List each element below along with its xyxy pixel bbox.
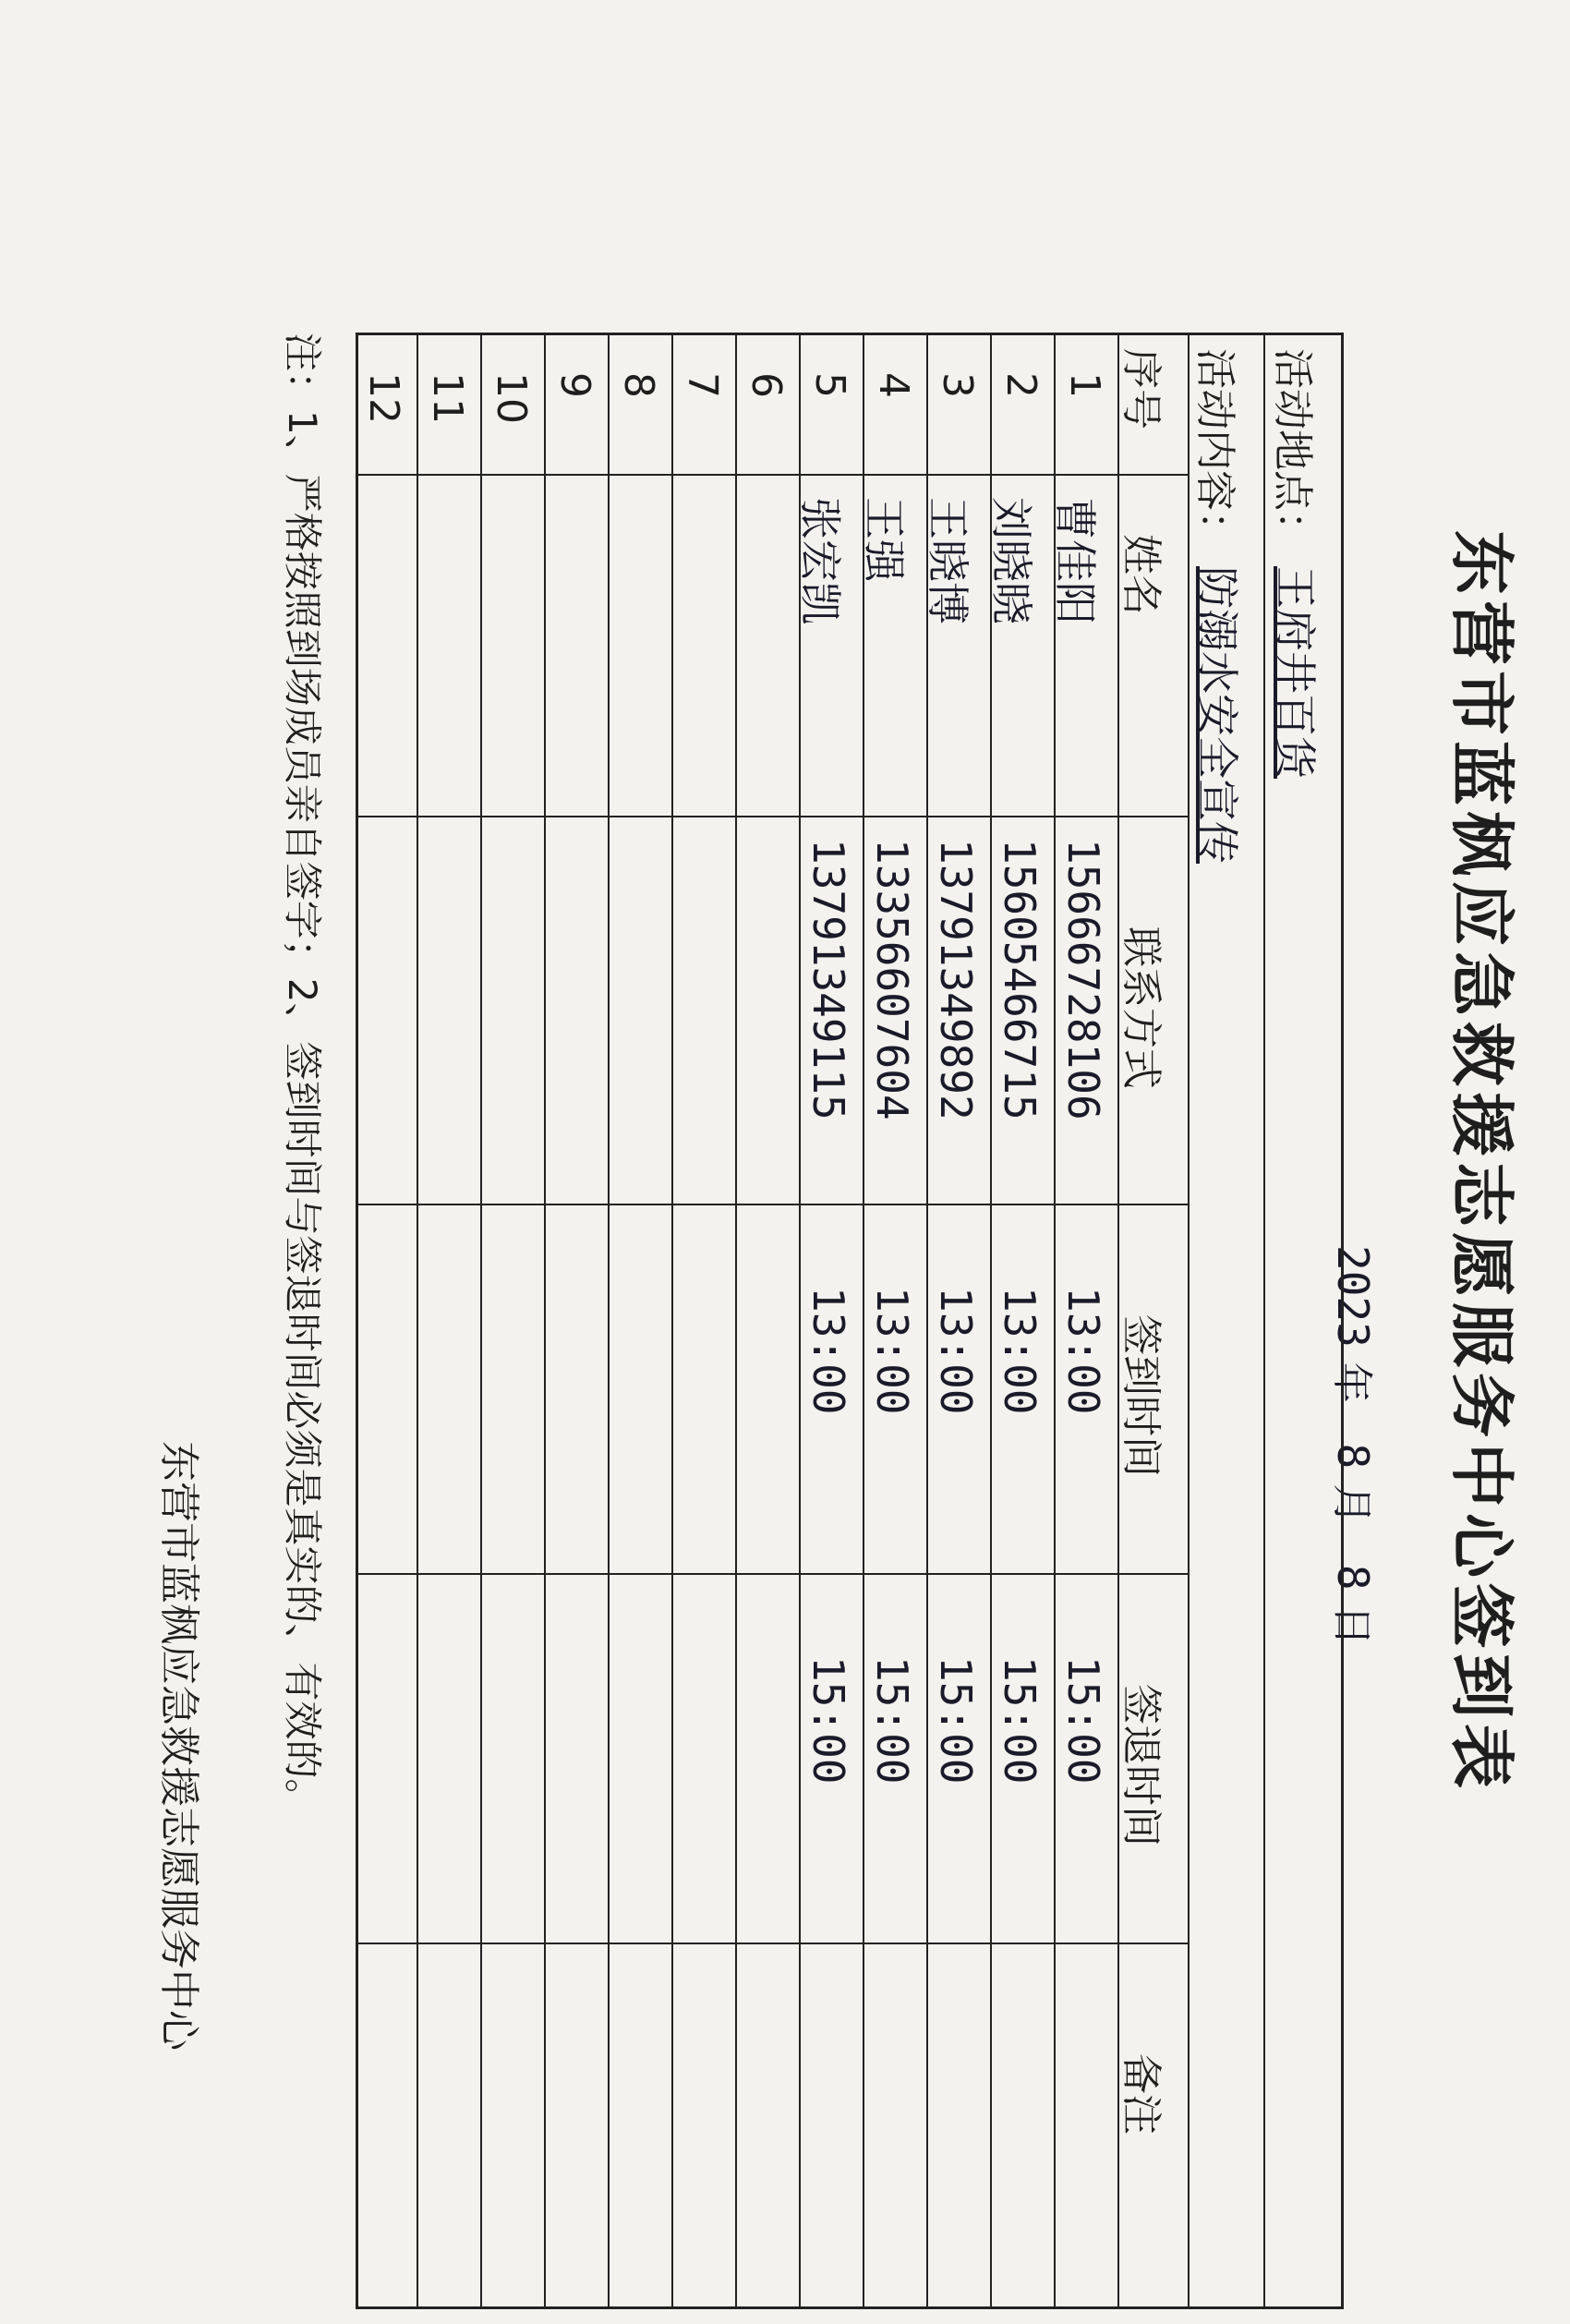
sign-in-table <box>356 333 1344 2309</box>
cell-signin: 13:00 <box>1058 1287 1108 1415</box>
table-row <box>610 335 673 2306</box>
table-row <box>355 335 418 2306</box>
date-day-label: 日 <box>1328 1604 1375 1646</box>
table-row <box>986 335 1056 2306</box>
content-label: 活动内容： <box>1191 348 1238 551</box>
col-header-phone: 联系方式 <box>1117 926 1165 1089</box>
cell-no: 8 <box>615 372 662 398</box>
table-row <box>418 335 482 2306</box>
cell-phone: 13356607604 <box>867 839 917 1120</box>
cell-phone: 15666728106 <box>1058 839 1108 1120</box>
col-header-name: 姓名 <box>1117 534 1165 615</box>
column-divider <box>358 816 1190 817</box>
cell-name: 王强 <box>859 497 909 582</box>
location-value: 王府井百货 <box>1270 566 1320 779</box>
date-year: 2023 <box>1328 1245 1378 1348</box>
date-day: 8 <box>1328 1564 1378 1591</box>
cell-phone: 13791349892 <box>931 839 981 1120</box>
table-row <box>546 335 610 2306</box>
location-label: 活动地点： <box>1269 348 1316 551</box>
cell-signin: 13:00 <box>867 1287 917 1415</box>
footer-org: 东营市蓝枫应急救援志愿服务中心 <box>155 1441 202 2051</box>
cell-signout: 15:00 <box>1058 1656 1108 1785</box>
column-divider <box>358 1573 1190 1575</box>
cell-phone: 15605466715 <box>995 839 1045 1120</box>
page-title: 东营市蓝枫应急救援志愿服务中心签到表 <box>1443 530 1519 1794</box>
col-header-signout: 签退时间 <box>1117 1684 1165 1846</box>
table-row <box>482 335 546 2306</box>
cell-no: 11 <box>424 372 471 424</box>
location-row <box>1265 335 1341 2306</box>
content-value: 防溺水安全宣传 <box>1192 566 1242 864</box>
cell-name: 曹佳阳 <box>1050 497 1100 624</box>
cell-no: 6 <box>743 372 790 398</box>
table-row <box>673 335 737 2306</box>
cell-no: 2 <box>997 372 1045 398</box>
cell-signout: 15:00 <box>931 1656 981 1785</box>
cell-name: 刘晓晓 <box>986 497 1036 624</box>
header-row <box>1119 335 1190 2306</box>
cell-no: 7 <box>679 372 726 398</box>
cell-no: 1 <box>1061 372 1108 398</box>
cell-signout: 15:00 <box>995 1656 1045 1785</box>
cell-signin: 13:00 <box>803 1287 853 1415</box>
cell-no: 4 <box>870 372 917 398</box>
cell-name: 王晓博 <box>923 497 972 624</box>
cell-name: 张宏凯 <box>795 497 845 624</box>
date-month: 8 <box>1328 1443 1378 1470</box>
table-row <box>1050 335 1119 2306</box>
table-row <box>737 335 801 2306</box>
cell-no: 3 <box>934 372 981 398</box>
col-header-signin: 签到时间 <box>1117 1314 1165 1477</box>
date-year-label: 年 <box>1328 1362 1375 1403</box>
column-divider <box>358 474 1190 476</box>
cell-signin: 13:00 <box>995 1287 1045 1415</box>
cell-no: 9 <box>551 372 598 398</box>
table-row <box>923 335 992 2306</box>
cell-signin: 13:00 <box>931 1287 981 1415</box>
note-text: 注：1、严格按照到场成员亲自签字；2、签到时间与签退时间必须是真实的、有效的。 <box>280 333 325 1818</box>
date-month-label: 月 <box>1328 1483 1375 1525</box>
cell-signout: 15:00 <box>803 1656 853 1785</box>
cell-no: 12 <box>360 372 407 424</box>
col-header-remark: 备注 <box>1117 2053 1165 2135</box>
cell-no: 10 <box>488 372 535 424</box>
content-row <box>1190 335 1265 2306</box>
table-row <box>859 335 928 2306</box>
table-row <box>795 335 864 2306</box>
col-header-no: 序号 <box>1117 348 1165 430</box>
cell-signout: 15:00 <box>867 1656 917 1785</box>
column-divider <box>358 1204 1190 1205</box>
cell-phone: 13791349115 <box>803 839 853 1120</box>
column-divider <box>358 1943 1190 1944</box>
cell-no: 5 <box>806 372 853 398</box>
